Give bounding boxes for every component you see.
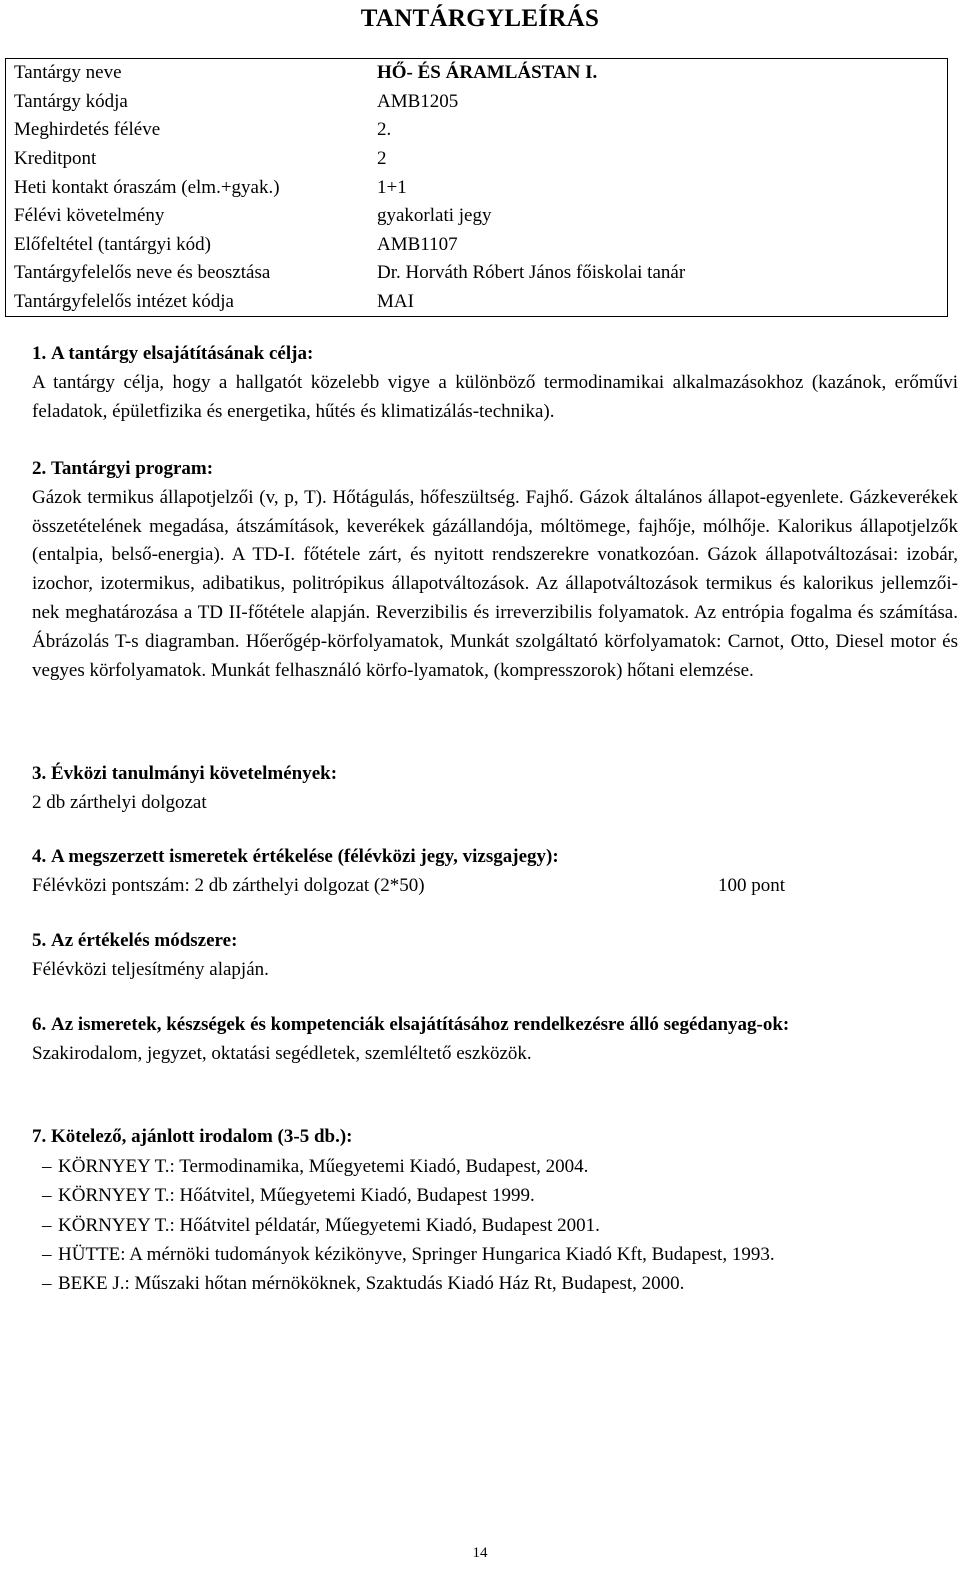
info-value: Dr. Horváth Róbert János főiskolai tanár [377, 262, 686, 284]
info-label: Kreditpont [14, 148, 97, 170]
section-heading [32, 843, 958, 872]
section-title: Az értékelés módszere: [51, 930, 238, 951]
dash-bullet-icon: – [42, 1214, 52, 1236]
info-value: 1+1 [377, 176, 407, 198]
section-text: A tantárgy célja, hogy a hallgatót közelebb vigye a különböző termodinamikai alkalmazásokhoz (kazánok, erőművi feladatok, épületfizika és energetika, hűtés és klimatizálás-technika). [32, 371, 958, 422]
info-row-course-name [6, 59, 947, 88]
section-number: 7. [32, 1126, 47, 1147]
info-row-institute [6, 288, 947, 317]
page-title: TANTÁRGYLEÍRÁS [360, 5, 600, 32]
info-row-responsible [6, 259, 947, 288]
literature-entry: KÖRNYEY T.: Hőátvitel, Műegyetemi Kiadó, Budapest 1999. [58, 1185, 535, 1207]
list-item [32, 1240, 958, 1269]
dash-bullet-icon: – [42, 1155, 52, 1177]
section-title: A tantárgy elsajátításának célja: [51, 343, 314, 364]
list-item [32, 1152, 958, 1181]
info-label: Előfeltétel (tantárgyi kód) [14, 233, 211, 255]
section-number: 1. [32, 343, 47, 364]
section-text: Gázok termikus állapotjelzői (v, p, T). Hőtágulás, hőfeszültség. Fajhő. Gázok általános állapot-egyenlete. Gázkeverékek összetételének megadása, átszámítások, keverékek gázállandója, móltömege, fajhője, mólhője. Kalorikus állapotjelzők (entalpia, belső-energia). A TD-I. főtétele zárt, és nyitott rendszerekre vonatkozóan. Gázok állapotváltozásai: izobár, izochor, izotermikus, adibatikus, politrópikus állapotváltozások. Az állapotváltozások termikus és kalorikus jellemzői-nek meghatározása a TD II-főtétele alapján. Reverzibilis és irreverzibilis folyamatok. Az entrópia fogalma és számítása. Ábrázolás T-s diagramban. Hőerőgép-körfolyamatok, Munkát szolgáltató körfolyamatok: Carnot, Otto, Diesel motor és vegyes körfolyamatok. Munkát felhasználó körfo-lyamatok, (kompresszorok) hőtani elemzése. [32, 486, 958, 681]
section-6 [32, 1011, 958, 1069]
section-1 [32, 340, 958, 426]
section-title: Évközi tanulmányi követelmények: [51, 763, 338, 784]
info-value: AMB1205 [377, 90, 459, 112]
literature-entry: HÜTTE: A mérnöki tudományok kézikönyve, Springer Hungarica Kiadó Kft, Budapest, 1993. [58, 1244, 775, 1266]
literature-entry: KÖRNYEY T.: Termodinamika, Műegyetemi Kiadó, Budapest, 2004. [58, 1155, 589, 1177]
section-heading [32, 760, 958, 789]
course-info-table [5, 58, 948, 317]
section-7 [32, 1123, 958, 1299]
section-text: Szakirodalom, jegyzet, oktatási segédletek, szemléltető eszközök. [32, 1042, 532, 1064]
section-3 [32, 760, 958, 818]
info-value: AMB1107 [377, 233, 458, 255]
info-row-course-code [6, 88, 947, 117]
page-number: 14 [472, 1545, 488, 1561]
info-value: 2. [377, 119, 392, 141]
dash-bullet-icon: – [42, 1244, 52, 1266]
section-heading [32, 1011, 958, 1040]
literature-list [32, 1152, 958, 1299]
section-title: A megszerzett ismeretek értékelése (félévközi jegy, vizsgajegy): [51, 846, 559, 867]
info-value: 2 [377, 148, 387, 170]
section-number: 3. [32, 763, 47, 784]
section-title: Tantárgyi program: [51, 458, 214, 479]
info-row-weekly-hours [6, 173, 947, 202]
list-item [32, 1211, 958, 1240]
section-number: 4. [32, 846, 47, 867]
literature-entry: BEKE J.: Műszaki hőtan mérnököknek, Szaktudás Kiadó Ház Rt, Budapest, 2000. [58, 1273, 685, 1295]
info-label: Tantárgyfelelős neve és beosztása [14, 262, 271, 284]
info-value: HŐ- ÉS ÁRAMLÁSTAN I. [377, 62, 598, 84]
grading-row [32, 872, 958, 901]
info-label: Félévi követelmény [14, 205, 165, 227]
info-row-credits [6, 145, 947, 174]
section-number: 6. [32, 1014, 47, 1035]
section-5 [32, 927, 958, 985]
list-item [32, 1181, 958, 1210]
dash-bullet-icon: – [42, 1273, 52, 1295]
section-heading [32, 927, 958, 956]
list-item [32, 1269, 958, 1298]
section-title: Kötelező, ajánlott irodalom (3-5 db.): [51, 1126, 353, 1147]
info-label: Tantárgy neve [14, 62, 122, 84]
info-value: MAI [377, 291, 414, 313]
section-number: 2. [32, 458, 47, 479]
info-row-prerequisite [6, 231, 947, 260]
info-value: gyakorlati jegy [377, 205, 492, 227]
grading-points: 100 pont [718, 874, 786, 896]
grading-description: Félévközi pontszám: 2 db zárthelyi dolgozat (2*50) [32, 874, 425, 896]
section-4 [32, 843, 958, 901]
info-row-requirement [6, 202, 947, 231]
literature-entry: KÖRNYEY T.: Hőátvitel példatár, Műegyetemi Kiadó, Budapest 2001. [58, 1214, 600, 1236]
section-heading [32, 340, 958, 369]
info-label: Meghirdetés féléve [14, 119, 161, 141]
section-number: 5. [32, 930, 47, 951]
section-2 [32, 455, 958, 685]
info-label: Heti kontakt óraszám (elm.+gyak.) [14, 176, 280, 198]
section-text: 2 db zárthelyi dolgozat [32, 791, 207, 813]
section-text: Félévközi teljesítmény alapján. [32, 958, 269, 980]
section-heading [32, 455, 958, 484]
section-heading [32, 1123, 958, 1152]
dash-bullet-icon: – [42, 1185, 52, 1207]
info-label: Tantárgyfelelős intézet kódja [14, 291, 234, 313]
info-label: Tantárgy kódja [14, 90, 128, 112]
section-title: Az ismeretek, készségek és kompetenciák elsajátításához rendelkezésre álló segédanyag-ok: [51, 1014, 790, 1035]
info-row-semester [6, 116, 947, 145]
